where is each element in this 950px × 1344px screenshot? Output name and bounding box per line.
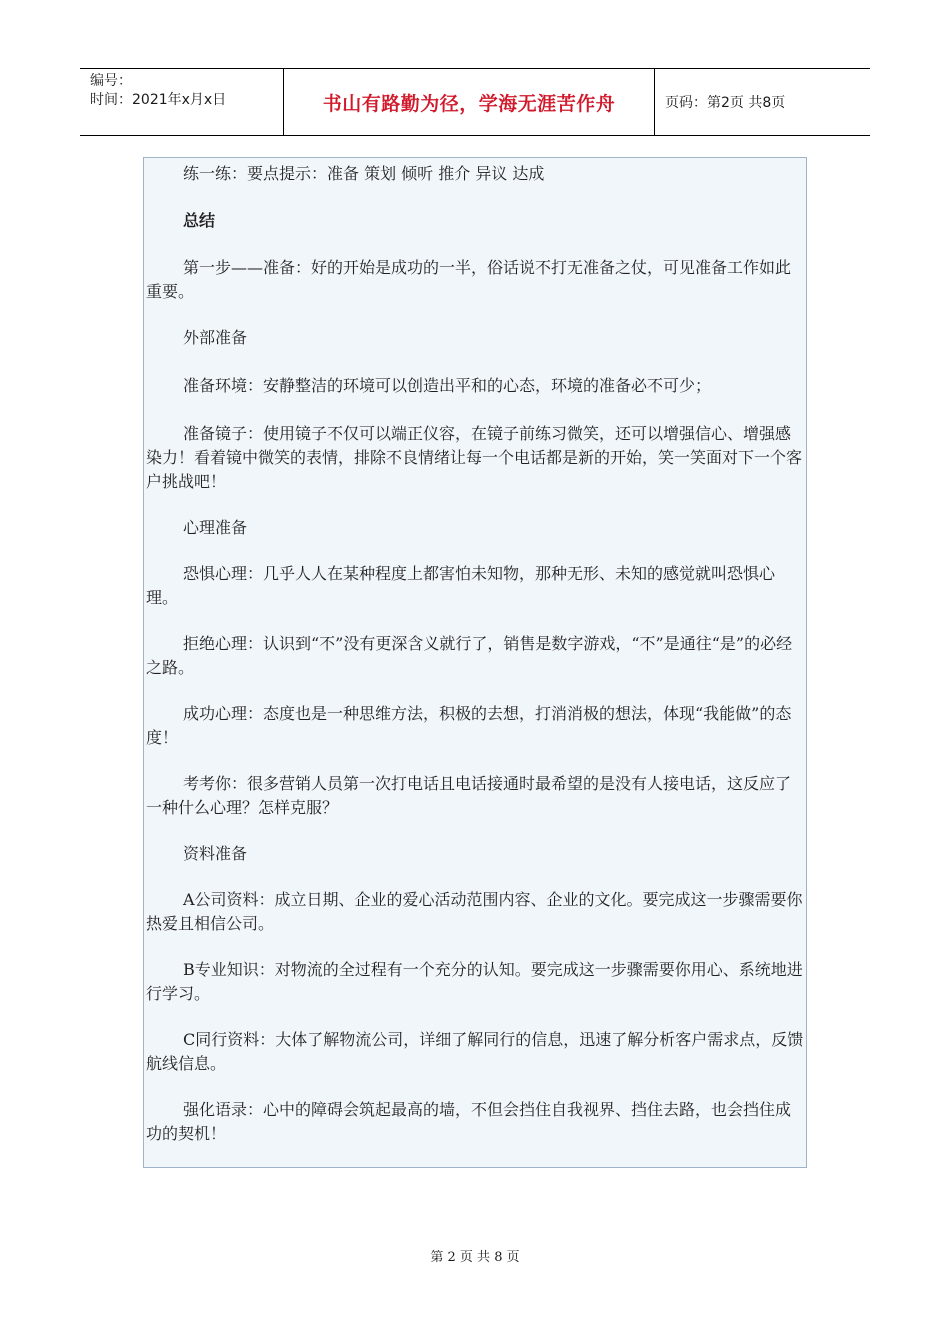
- header-page-info: 页码：第2页 共8页: [665, 95, 786, 111]
- paragraph-success: 成功心理：态度也是一种思维方法，积极的去想，打消消极的想法，体现“我能做”的态度！: [146, 704, 792, 747]
- paragraph-mirror: 准备镜子：使用镜子不仅可以端正仪容，在镜子前练习微笑，还可以增强信心、增强感染力！看着镜中微笑的表情，排除不良情绪让每一个电话都是新的开始，笑一笑面对下一个客户挑战吧！: [146, 424, 803, 491]
- paragraph-quote: 强化语录：心中的障碍会筑起最高的墙，不但会挡住自我视界、挡住去路，也会挡住成功的契机！: [146, 1100, 792, 1143]
- time-label: 时间：2021年x月x日: [90, 92, 227, 108]
- paragraph-summary-heading: 总结: [183, 211, 216, 230]
- paragraph-material-prep: 资料准备: [183, 844, 248, 863]
- document-header: [80, 68, 870, 136]
- content-box: [143, 157, 807, 1168]
- paragraph-step-one: 第一步——准备：好的开始是成功的一半，俗话说不打无准备之仗，可见准备工作如此重要。: [146, 258, 792, 301]
- paragraph-mental-prep: 心理准备: [183, 518, 248, 537]
- paragraph-rejection: 拒绝心理：认识到“不”没有更深含义就行了，销售是数字游戏，“不”是通往“是”的必经之路。: [146, 634, 793, 677]
- paragraph-peers: C同行资料：大体了解物流公司，详细了解同行的信息，迅速了解分析客户需求点，反馈航线信息。: [146, 1030, 804, 1073]
- paragraph-expertise: B专业知识：对物流的全过程有一个充分的认知。要完成这一步骤需要你用心、系统地进行学习。: [146, 960, 803, 1003]
- page-footer: 第 2 页 共 8 页: [430, 1250, 520, 1265]
- number-label: 编号：: [90, 73, 132, 89]
- paragraph-company-info: A公司资料：成立日期、企业的爱心活动范围内容、企业的文化。要完成这一步骤需要你热爱且相信公司。: [146, 890, 803, 933]
- paragraph-quiz: 考考你：很多营销人员第一次打电话且电话接通时最希望的是没有人接电话，这反应了一种什么心理？怎样克服？: [146, 774, 792, 817]
- header-meta: [80, 69, 283, 135]
- paragraph-practice: 练一练：要点提示：准备 策划 倾听 推介 异议 达成: [183, 164, 545, 183]
- paragraph-external-prep: 外部准备: [183, 328, 248, 347]
- header-motto: 书山有路勤为径，学海无涯苦作舟: [283, 69, 655, 135]
- paragraph-fear: 恐惧心理：几乎人人在某种程度上都害怕未知物，那种无形、未知的感觉就叫恐惧心理。: [146, 564, 776, 607]
- paragraph-environment: 准备环境：安静整洁的环境可以创造出平和的心态，环境的准备必不可少；: [183, 376, 712, 395]
